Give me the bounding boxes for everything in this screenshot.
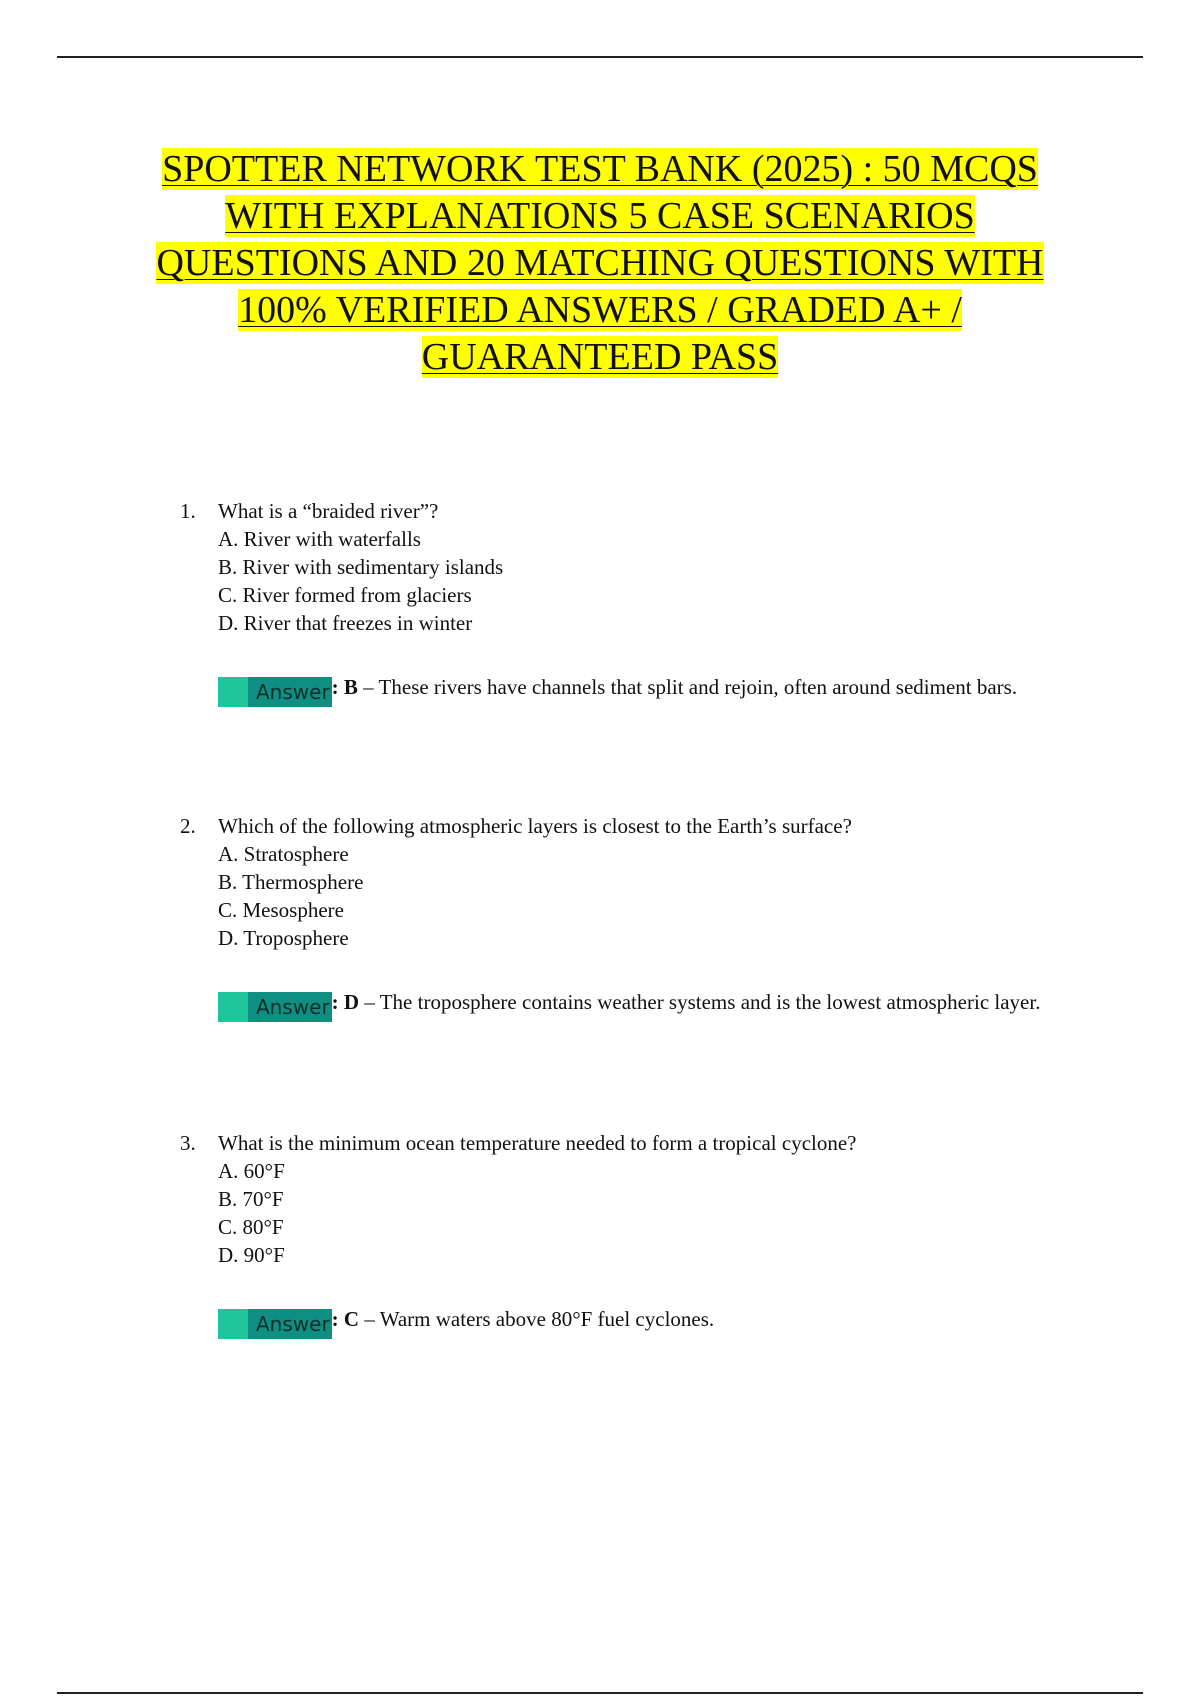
answer-badge-swatch — [218, 677, 248, 707]
question-stem — [180, 812, 1080, 840]
option-list — [180, 840, 1080, 952]
answer-label: Answer — [256, 1312, 330, 1336]
option-b: B. 70°F — [218, 1187, 284, 1211]
answer-explanation: – These rivers have channels that split and rejoin, often around sediment bars. — [357, 675, 1018, 699]
option-a: A. River with waterfalls — [218, 527, 421, 551]
question-stem — [180, 1129, 1080, 1157]
answer-letter: : C — [331, 1307, 360, 1331]
option-c: C. Mesosphere — [218, 898, 344, 922]
option-b: B. River with sedimentary islands — [218, 555, 504, 579]
option-d: D. 90°F — [218, 1243, 285, 1267]
answer-block — [218, 1305, 1078, 1339]
answer-letter: : D — [331, 990, 360, 1014]
question-text: What is the minimum ocean temperature needed to form a tropical cyclone? — [218, 1131, 857, 1155]
question-1 — [180, 497, 1080, 707]
document-title-text: SPOTTER NETWORK TEST BANK (2025) : 50 MCQS WITH EXPLANATIONS 5 CASE SCENARIOS QUESTIONS AND 20 MATCHING QUESTIONS WITH 100% VERIFIED ANSWERS / GRADED A+ / GUARANTEED PASS — [156, 148, 1044, 378]
question-number: 3. — [180, 1131, 196, 1155]
question-text: What is a “braided river”? — [218, 499, 439, 523]
question-number: 1. — [180, 499, 196, 523]
option-b: B. Thermosphere — [218, 870, 364, 894]
answer-badge — [218, 992, 332, 1022]
answer-label: Answer — [256, 995, 330, 1019]
question-stem — [180, 497, 1080, 525]
question-number: 2. — [180, 814, 196, 838]
option-list — [180, 1157, 1080, 1269]
answer-badge — [218, 1309, 332, 1339]
question-text: Which of the following atmospheric layers is closest to the Earth’s surface? — [218, 814, 852, 838]
answer-explanation: – Warm waters above 80°F fuel cyclones. — [359, 1307, 715, 1331]
top-divider — [57, 56, 1143, 58]
document-title — [150, 146, 1050, 381]
bottom-divider — [57, 1692, 1143, 1694]
answer-badge — [218, 677, 332, 707]
answer-label: Answer — [256, 680, 330, 704]
answer-letter: : B — [331, 675, 358, 699]
answer-block — [218, 673, 1078, 707]
answer-block — [218, 988, 1078, 1022]
question-3 — [180, 1129, 1080, 1339]
option-a: A. Stratosphere — [218, 842, 349, 866]
option-c: C. River formed from glaciers — [218, 583, 472, 607]
option-d: D. Troposphere — [218, 926, 349, 950]
answer-badge-swatch — [218, 1309, 248, 1339]
answer-explanation: – The troposphere contains weather systems and is the lowest atmospheric layer. — [359, 990, 1041, 1014]
option-c: C. 80°F — [218, 1215, 284, 1239]
question-2 — [180, 812, 1080, 1022]
option-a: A. 60°F — [218, 1159, 285, 1183]
answer-badge-swatch — [218, 992, 248, 1022]
option-list — [180, 525, 1080, 637]
option-d: D. River that freezes in winter — [218, 611, 473, 635]
